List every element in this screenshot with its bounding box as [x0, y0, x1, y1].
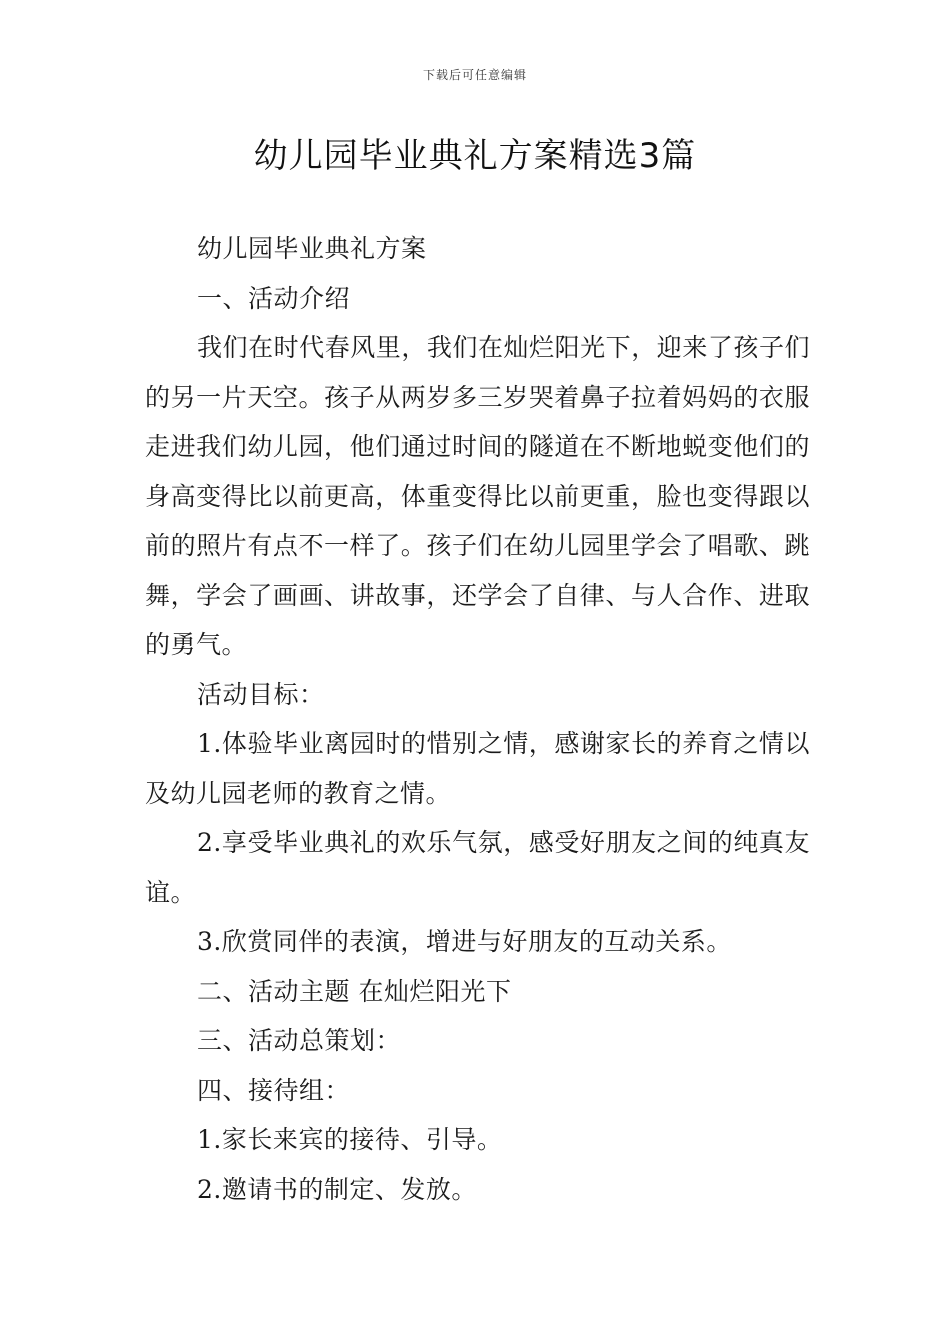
list-item: 2.享受毕业典礼的欢乐气氛，感受好朋友之间的纯真友谊。 — [145, 828, 810, 907]
section-heading: 二、活动主题 在灿烂阳光下 — [197, 976, 512, 1006]
list-item: 1.家长来宾的接待、引导。 — [197, 1125, 503, 1154]
body-paragraph: 我们在时代春风里，我们在灿烂阳光下，迎来了孩子们的另一片天空。孩子从两岁多三岁哭着鼻子拉着妈妈的衣服走进我们幼儿园，他们通过时间的隧道在不断地蜕变他们的身高变得比以前更高，体重变得比以前更重，脸也变得跟以前的照片有点不一样了。孩子们在幼儿园里学会了唱歌、跳舞，学会了画画、讲故事，还学会了自律、与人合作、进取的勇气。 — [145, 333, 810, 659]
section-heading: 三、活动总策划： — [197, 1026, 402, 1055]
section-heading: 四、接待组： — [197, 1075, 351, 1105]
list-item: 1.体验毕业离园时的惜别之情，感谢家长的养育之情以及幼儿园老师的教育之情。 — [145, 729, 810, 808]
list-item: 3.欣赏同伴的表演，增进与好朋友的互动关系。 — [197, 927, 732, 956]
list-item: 2.邀请书的制定、发放。 — [197, 1174, 477, 1204]
document-title: 幼儿园毕业典礼方案精选3篇 — [253, 136, 697, 176]
section-heading: 活动目标： — [197, 679, 325, 709]
document-body — [145, 224, 810, 1214]
header-note: 下载后可任意编辑 — [422, 68, 527, 82]
section-heading: 一、活动介绍 — [197, 283, 351, 313]
section-heading: 幼儿园毕业典礼方案 — [197, 234, 427, 263]
